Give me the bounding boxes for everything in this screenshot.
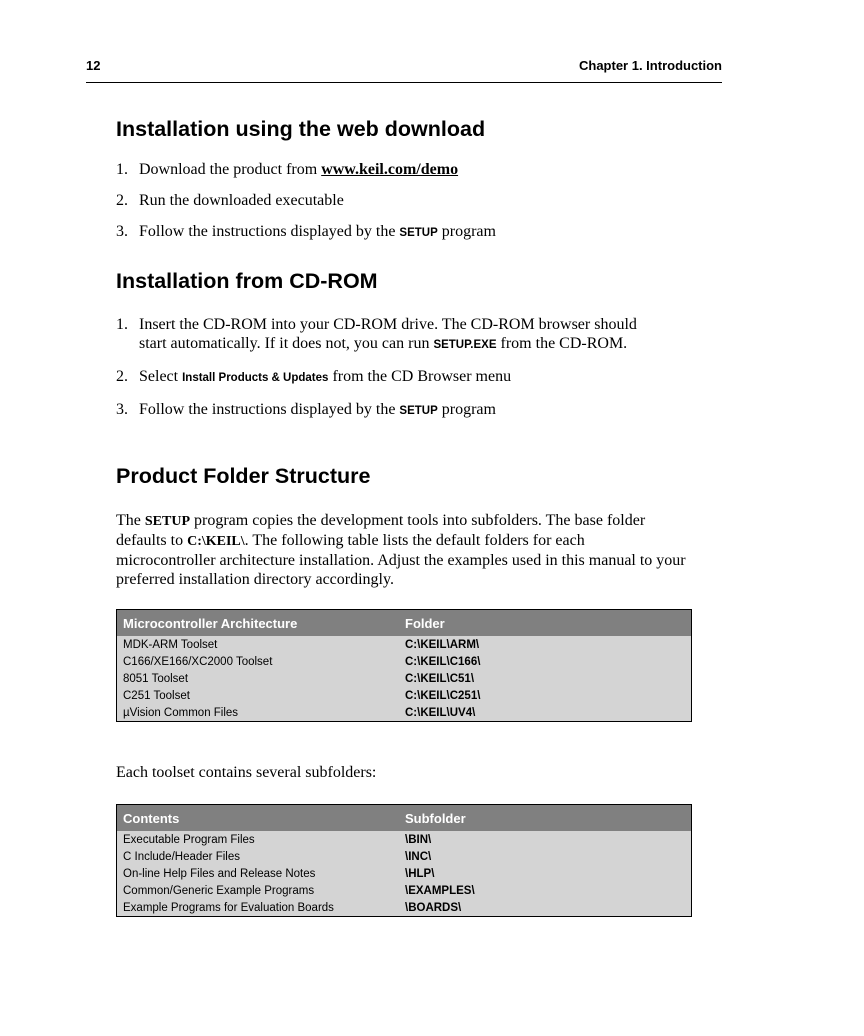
table-cell: \EXAMPLES\ [399,882,692,899]
web-steps [116,160,696,243]
subfolder-table [116,804,692,917]
table-row [117,670,692,687]
table-cell: \BIN\ [399,831,692,848]
column-header: Contents [117,805,400,832]
table-row [117,848,692,865]
table-cell: C:\KEIL\C251\ [399,687,692,704]
table-cell: C166/XE166/XC2000 Toolset [117,653,400,670]
table-cell: \BOARDS\ [399,899,692,917]
list-item: 2. Select Install Products & Updates from the CD Browser menu [116,368,512,385]
list-item: 1. Download the product from www.keil.com/demo [116,161,459,178]
section-folder-title: Product Folder Structure [116,464,371,488]
table-cell: 8051 Toolset [117,670,400,687]
table-cell: C:\KEIL\C51\ [399,670,692,687]
section-cd-rom [116,268,696,294]
column-header: Folder [399,610,692,637]
list-item: 1. Insert the CD-ROM into your CD-ROM drive. The CD-ROM browser should start automatically. If it does not, you can run SETUP.EXE from the CD-ROM. [116,316,637,352]
cd-steps [116,315,664,421]
subfolders-intro: Each toolset contains several subfolders: [116,764,377,781]
table-cell: C251 Toolset [117,687,400,704]
table-row [117,636,692,653]
table-cell: Common/Generic Example Programs [117,882,400,899]
table-cell: Executable Program Files [117,831,400,848]
table-row [117,653,692,670]
demo-link[interactable]: www.keil.com/demo [321,161,459,178]
table-row [117,882,692,899]
section-folder-structure [116,463,696,489]
table-cell: \HLP\ [399,865,692,882]
table-cell: C:\KEIL\ARM\ [399,636,692,653]
column-header: Microcontroller Architecture [117,610,400,637]
table-header-row [117,805,692,832]
chapter-title: Chapter 1. Introduction [579,58,722,73]
section-cd-title: Installation from CD-ROM [116,269,378,293]
page-number: 12 [86,58,101,73]
table-cell: On-line Help Files and Release Notes [117,865,400,882]
table-cell: C:\KEIL\C166\ [399,653,692,670]
list-item: 3. Follow the instructions displayed by the SETUP program [116,223,496,240]
column-header: Subfolder [399,805,692,832]
table-cell: \INC\ [399,848,692,865]
list-item: 3. Follow the instructions displayed by the SETUP program [116,401,496,418]
table-row [117,704,692,722]
table-cell: C:\KEIL\UV4\ [399,704,692,722]
table-row [117,899,692,917]
table-header-row [117,610,692,637]
folder-paragraph-wrap [116,511,686,589]
table-row [117,687,692,704]
table-cell: C Include/Header Files [117,848,400,865]
section-web-title: Installation using the web download [116,117,486,141]
section-web-download [116,116,696,142]
subfolder-table-wrap [116,804,696,917]
page-header [86,58,722,83]
table-row [117,865,692,882]
list-item: 2. Run the downloaded executable [116,192,344,209]
folder-paragraph: The SETUP program copies the development tools into subfolders. The base folder defaults to C:\KEIL\. The following table lists the default folders for each microcontroller architecture installation. Adjust the examples used in this manual to your preferred installation directory accordingly. [116,512,686,588]
table-row [117,831,692,848]
arch-table-wrap [116,609,696,722]
table-cell: Example Programs for Evaluation Boards [117,899,400,917]
table-cell: MDK-ARM Toolset [117,636,400,653]
between-text-wrap [116,763,696,782]
table-cell: µVision Common Files [117,704,400,722]
architecture-table [116,609,692,722]
